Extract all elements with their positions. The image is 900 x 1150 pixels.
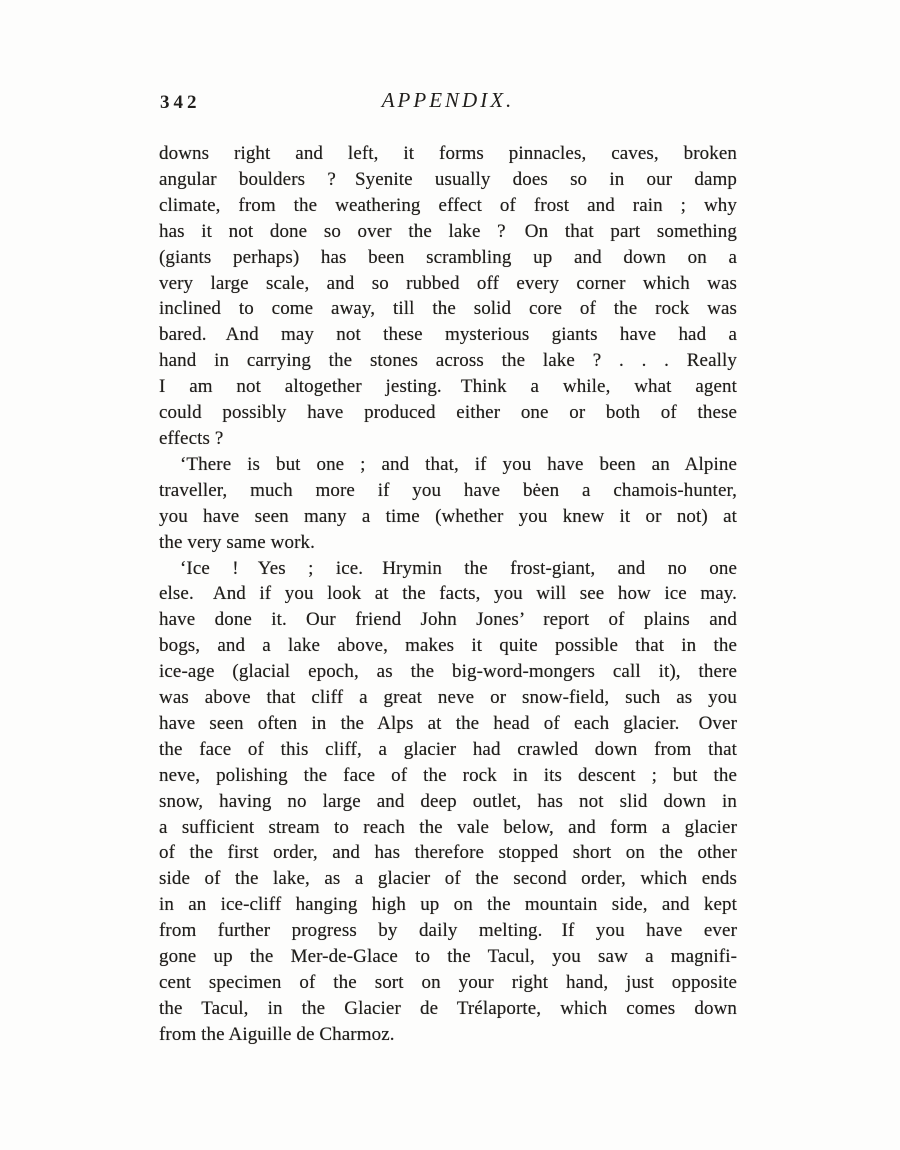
text-line: has it not done so over the lake ? On that part something <box>159 220 737 242</box>
text-column <box>159 88 737 1048</box>
text-line: I am not altogether jesting. Think a while, what agent <box>159 376 737 398</box>
text-line: climate, from the weathering effect of frost and rain ; why <box>159 194 737 216</box>
text-line: inclined to come away, till the solid core of the rock was <box>159 298 737 320</box>
text-line: gone up the Mer-de-Glace to the Tacul, you saw a magnifi- <box>159 946 737 968</box>
text-line: bared. And may not these mysterious giants have had a <box>159 324 737 346</box>
text-line: have seen often in the Alps at the head of each glacier. Over <box>159 712 737 734</box>
text-line: ice-age (glacial epoch, as the big-word-mongers call it), there <box>159 661 737 683</box>
text-line: of the first order, and has therefore stopped short on the other <box>159 842 737 864</box>
text-line: angular boulders ? Syenite usually does so in our damp <box>159 168 737 190</box>
body-text <box>159 141 737 1048</box>
page-header <box>159 88 737 116</box>
text-line: effects ? <box>159 427 224 449</box>
text-line: (giants perhaps) has been scrambling up and down on a <box>159 246 737 268</box>
text-line: downs right and left, it forms pinnacles, caves, broken <box>159 143 737 164</box>
text-line: the very same work. <box>159 531 315 553</box>
text-line: a sufficient stream to reach the vale below, and form a glacier <box>159 816 737 838</box>
text-line: the face of this cliff, a glacier had crawled down from that <box>159 738 737 760</box>
text-line: snow, having no large and deep outlet, has not slid down in <box>159 790 737 812</box>
text-line: have done it. Our friend John Jones’ report of plains and <box>159 609 737 631</box>
running-title: APPENDIX. <box>381 88 515 112</box>
paragraph <box>159 556 737 1048</box>
text-line: bogs, and a lake above, makes it quite possible that in the <box>159 635 737 657</box>
paragraph <box>159 452 737 556</box>
paragraph <box>159 141 737 452</box>
text-line: from the Aiguille de Charmoz. <box>159 1023 395 1045</box>
text-line: very large scale, and so rubbed off every corner which was <box>159 272 737 294</box>
text-line: cent specimen of the sort on your right hand, just opposite <box>159 972 737 993</box>
page-number: 342 <box>160 92 201 113</box>
text-line: was above that cliff a great neve or snow-field, such as you <box>159 687 737 709</box>
text-line: you have seen many a time (whether you knew it or not) at <box>159 505 737 527</box>
text-line: the Tacul, in the Glacier de Trélaporte, which comes down <box>159 997 737 1019</box>
text-line: in an ice-cliff hanging high up on the mountain side, and kept <box>159 894 737 916</box>
text-line: neve, polishing the face of the rock in its descent ; but the <box>159 764 737 786</box>
text-line: hand in carrying the stones across the lake ? . . . Really <box>159 350 737 372</box>
text-line: could possibly have produced either one or both of these <box>159 402 737 424</box>
text-line: traveller, much more if you have bėen a chamois-hunter, <box>159 479 737 501</box>
text-line: ‘There is but one ; and that, if you have been an Alpine <box>180 453 737 475</box>
text-line: side of the lake, as a glacier of the second order, which ends <box>159 868 737 890</box>
text-line: ‘Ice ! Yes ; ice. Hrymin the frost-giant, and no one <box>180 557 737 579</box>
text-line: else. And if you look at the facts, you will see how ice may. <box>159 583 737 605</box>
text-line: from further progress by daily melting. If you have ever <box>159 920 737 942</box>
